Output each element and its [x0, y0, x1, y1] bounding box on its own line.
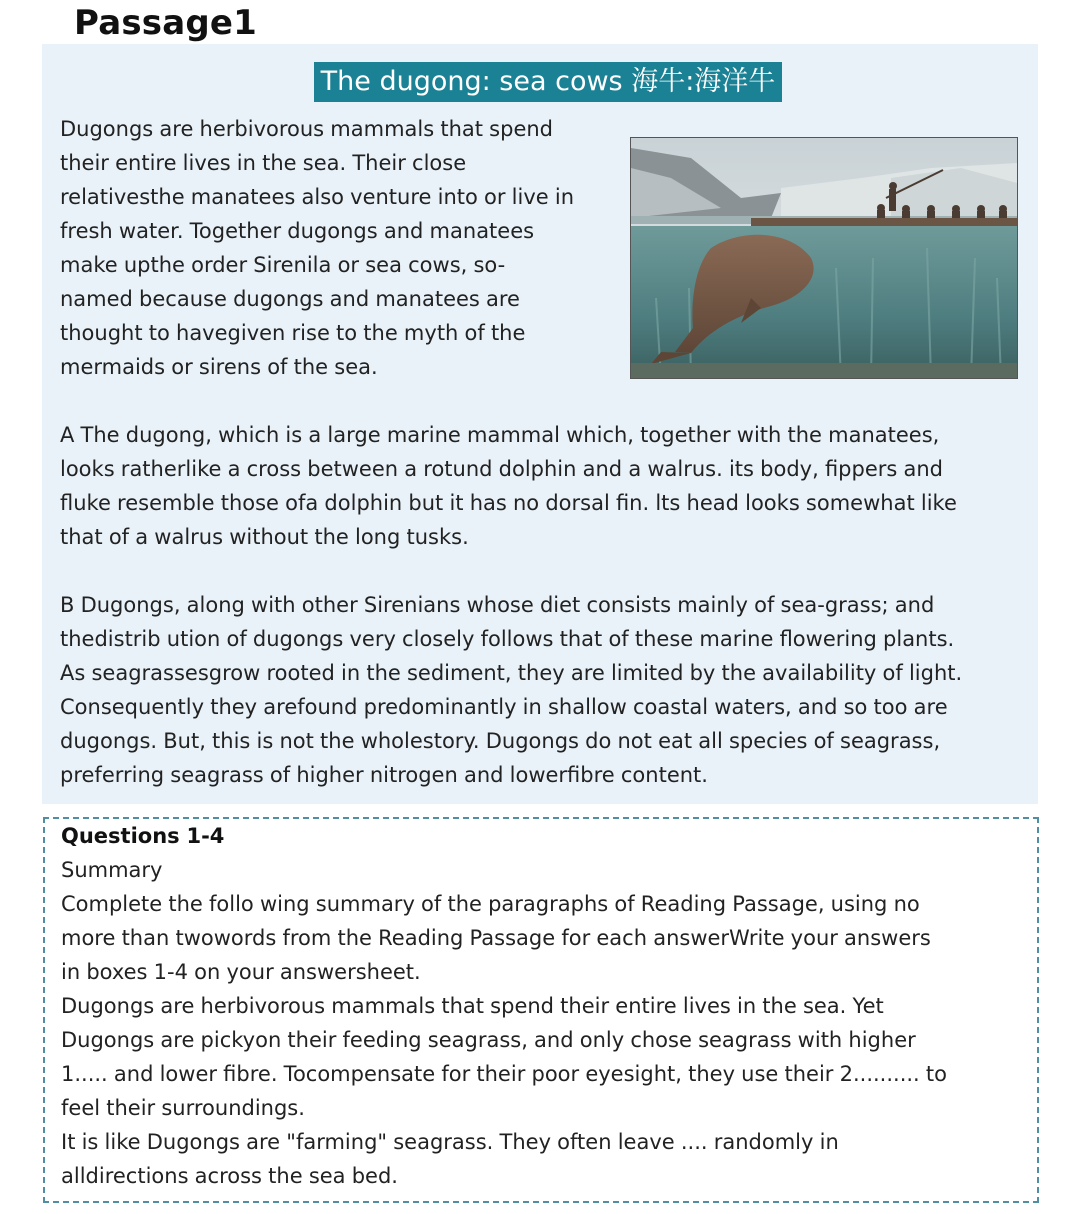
questions-line: in boxes 1-4 on your answersheet. [61, 960, 421, 984]
paragraph-a [60, 418, 1040, 554]
passage-panel [42, 44, 1038, 804]
paragraph-b-line: Consequently they arefound predominantly in shallow coastal waters, and so too are [60, 695, 948, 719]
questions-line: Dugongs are pickyon their feeding seagrass, and only chose seagrass with higher [61, 1028, 916, 1052]
questions-text [61, 819, 947, 1193]
boat [751, 218, 1017, 226]
questions-line: It is like Dugongs are "farming" seagrass. They often leave .... randomly in [61, 1130, 839, 1154]
questions-title: Questions 1-4 [61, 824, 225, 848]
intro-line: named because dugongs and manatees are [60, 287, 520, 311]
questions-line: feel their surroundings. [61, 1096, 305, 1120]
questions-line: Summary [61, 858, 163, 882]
paragraph-a-line: looks ratherlike a cross between a rotund dolphin and a walrus. its body, fippers and [60, 457, 944, 481]
passage-heading: The dugong: sea cows 海牛:海洋牛 [314, 62, 783, 102]
paragraph-a-line: A The dugong, which is a large marine mammal which, together with the manatees, [60, 423, 940, 447]
paragraph-a-line: that of a walrus without the long tusks. [60, 525, 469, 549]
intro-line: their entire lives in the sea. Their close [60, 151, 467, 175]
questions-line: more than twowords from the Reading Passage for each answerWrite your answers [61, 926, 931, 950]
paragraph-a-line: fluke resemble those ofa dolphin but it has no dorsal fin. lts head looks somewhat like [60, 491, 957, 515]
paragraph-b-line: B Dugongs, along with other Sirenians whose diet consists mainly of sea-grass; and [60, 593, 935, 617]
intro-line: fresh water. Together dugongs and manatees [60, 219, 535, 243]
page-title: Passage1 [74, 3, 258, 43]
questions-line: alldirections across the sea bed. [61, 1164, 398, 1188]
dugong-illustration-svg [631, 138, 1017, 378]
questions-line: Complete the follo wing summary of the paragraphs of Reading Passage, using no [61, 892, 920, 916]
paragraph-b-line: thedistrib ution of dugongs very closely follows that of these marine flowering plants. [60, 627, 955, 651]
dugong-illustration [630, 137, 1018, 379]
paragraph-b-line: As seagrassesgrow rooted in the sediment, they are limited by the availability of light. [60, 661, 963, 685]
intro-line: relativesthe manatees also venture into or live in [60, 185, 575, 209]
intro-line: make upthe order Sirenila or sea cows, so- [60, 253, 506, 277]
questions-box [43, 817, 1039, 1203]
intro-line: mermaids or sirens of the sea. [60, 355, 378, 379]
intro-line: thought to havegiven rise to the myth of the [60, 321, 526, 345]
questions-line: Dugongs are herbivorous mammals that spend their entire lives in the sea. Yet [61, 994, 884, 1018]
paragraph-b [60, 588, 1040, 792]
passage-heading-wrap [42, 62, 1038, 102]
paragraph-b-line: preferring seagrass of higher nitrogen and lowerfibre content. [60, 763, 708, 787]
sea-bed [631, 363, 1017, 378]
intro-line: Dugongs are herbivorous mammals that spend [60, 117, 554, 141]
intro-paragraph [60, 112, 620, 384]
questions-line: 1..... and lower fibre. Tocompensate for their poor eyesight, they use their 2.......... to [61, 1062, 947, 1086]
paragraph-b-line: dugongs. But, this is not the wholestory. Dugongs do not eat all species of seagrass, [60, 729, 941, 753]
